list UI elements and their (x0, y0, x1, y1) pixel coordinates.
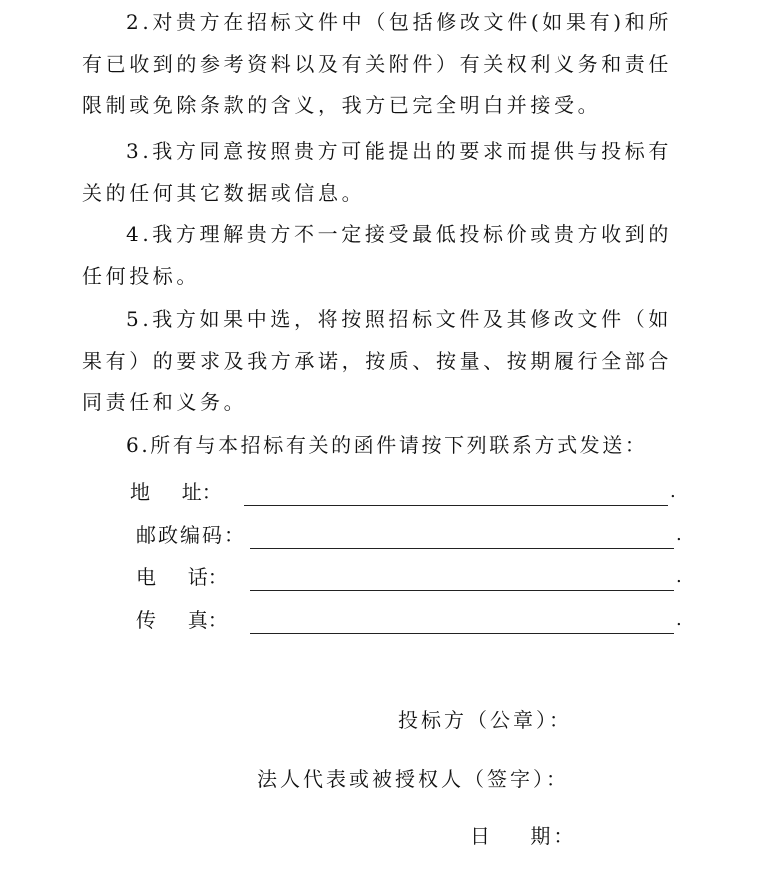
clause-4: 4.我方理解贵方不一定接受最低投标价或贵方收到的任何投标。 (82, 222, 672, 288)
address-field (130, 478, 676, 506)
address-label: 地 址： (130, 480, 222, 504)
clause-3: 3.我方同意按照贵方可能提出的要求而提供与投标有关的任何其它数据或信息。 (82, 139, 672, 205)
postal-code-field (136, 521, 682, 549)
postal-code-line-end: . (676, 524, 682, 545)
address-blank-line[interactable] (244, 479, 668, 506)
phone-blank-line[interactable] (250, 564, 674, 591)
phone-field (136, 563, 682, 591)
fax-blank-line[interactable] (250, 607, 674, 634)
fax-field (136, 606, 682, 634)
date-label: 日 期： (470, 824, 577, 848)
postal-code-label: 邮政编码： (136, 523, 246, 547)
clause-5: 5.我方如果中选，将按照招标文件及其修改文件（如果有）的要求及我方承诺，按质、按量、按期履行全部合同责任和义务。 (82, 307, 672, 414)
clause-6: 6.所有与本招标有关的函件请按下列联系方式发送： (126, 433, 648, 457)
clause-2: 2.对贵方在招标文件中（包括修改文件(如果有)和所有已收到的参考资料以及有关附件）有关权利义务和责任限制或免除条款的含义，我方已完全明白并接受。 (82, 10, 672, 117)
phone-label: 电 话： (136, 565, 228, 589)
fax-line-end: . (676, 609, 682, 630)
fax-label: 传 真： (136, 608, 228, 632)
address-line-end: . (670, 481, 676, 502)
representative-signature-label: 法人代表或被授权人（签字）： (257, 767, 569, 791)
phone-line-end: . (676, 566, 682, 587)
postal-code-blank-line[interactable] (250, 522, 674, 549)
bidder-seal-label: 投标方（公章）： (398, 708, 572, 732)
